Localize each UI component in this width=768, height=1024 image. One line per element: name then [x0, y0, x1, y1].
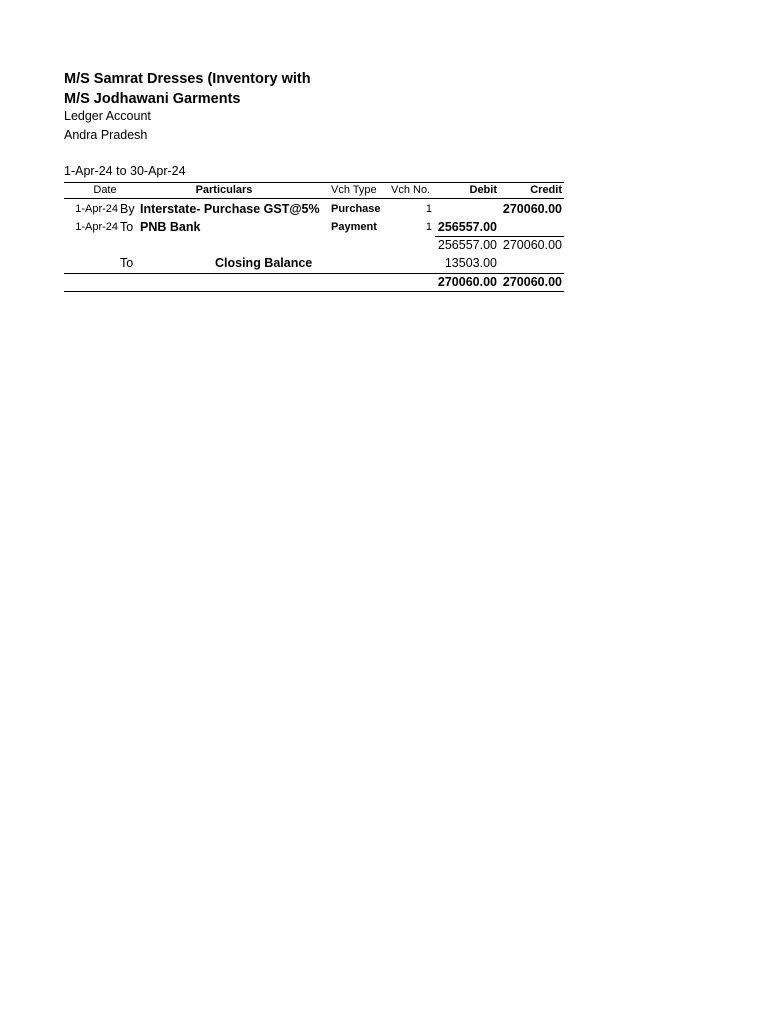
company-location: Andra Pradesh [64, 128, 148, 142]
row-vch-type: Purchase [331, 203, 381, 215]
grand-total-bottom-border [64, 291, 564, 292]
row-vch-no: 1 [425, 221, 432, 233]
row-vch-type: Payment [331, 221, 377, 233]
company-name-line2: M/S Jodhawani Garments [64, 91, 241, 107]
header-date: Date [93, 184, 117, 196]
row-particulars: PNB Bank [140, 220, 201, 234]
grand-total-debit: 270060.00 [437, 275, 497, 289]
row-particulars: Interstate- Purchase GST@5% [140, 202, 320, 216]
grand-total-credit: 270060.00 [502, 275, 562, 289]
row-vch-no: 1 [425, 203, 432, 215]
header-particulars: Particulars [195, 184, 253, 196]
closing-direction: To [120, 256, 134, 270]
document-type: Ledger Account [64, 109, 151, 123]
closing-debit: 13503.00 [444, 256, 497, 270]
report-period: 1-Apr-24 to 30-Apr-24 [64, 164, 186, 178]
header-vch-type: Vch Type [331, 184, 377, 196]
header-debit: Debit [469, 184, 497, 196]
header-bottom-border [64, 198, 564, 199]
row-direction: To [120, 220, 134, 234]
company-name-line1: M/S Samrat Dresses (Inventory with [64, 71, 311, 87]
row-date: 1-Apr-24 [75, 221, 118, 233]
closing-balance-label: Closing Balance [215, 256, 313, 270]
subtotal-debit: 256557.00 [437, 238, 497, 252]
subtotal-credit: 270060.00 [502, 238, 562, 252]
header-vch-no: Vch No. [391, 184, 431, 196]
row-credit: 270060.00 [502, 202, 562, 216]
row-direction: By [120, 202, 135, 216]
header-credit: Credit [530, 184, 562, 196]
row-date: 1-Apr-24 [75, 203, 118, 215]
row-debit: 256557.00 [437, 220, 497, 234]
